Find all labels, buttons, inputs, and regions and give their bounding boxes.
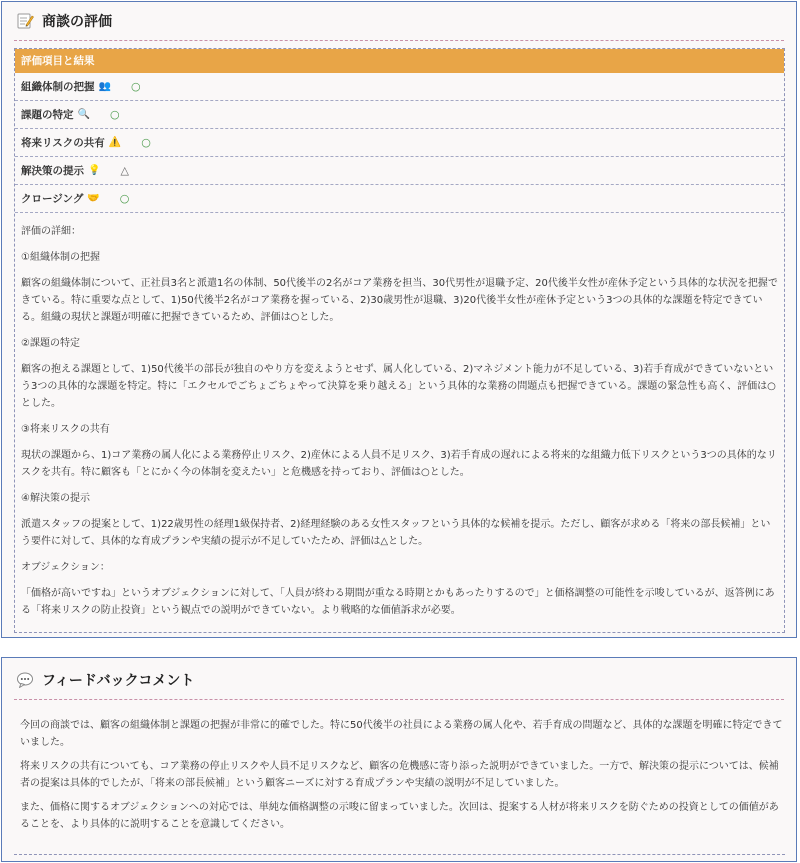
criterion-label: クロージング: [21, 193, 84, 205]
section-body: 顧客の抱える課題として、1)50代後半の部長が独自のやり方を変えようとせず、属人化している、2)マネジメント能力が不足している、3)若手育成ができていないという3つの具体的な課題を特定。特に「エクセルでごちょごちょやって決算を乗り越える」という具体的な業務の問題点も把握できている。課題の緊急性も高く、評価は○とした。: [21, 364, 776, 409]
criterion-result: ○: [119, 192, 130, 205]
evaluation-details: [15, 213, 784, 619]
criterion-row-risk: [15, 129, 784, 157]
feedback-paragraph: 今回の商談では、顧客の組織体制と課題の把握が非常に的確でした。特に50代後半の社員による業務の属人化や、若手育成の問題など、具体的な課題を明確に特定できていました。: [20, 720, 783, 748]
feedback-paragraph: 将来リスクの共有についても、コア業務の停止リスクや人員不足リスクなど、顧客の危機感に寄り添った説明ができていました。一方で、解決策の提示については、候補者の提案は具体的でしたが、「将来の部長候補」という顧客ニーズに対する育成プランや実績の説明が不足していました。: [20, 761, 779, 789]
table-header: 評価項目と結果: [15, 49, 784, 73]
feedback-title: フィードバックコメント: [42, 673, 195, 689]
section-body: 顧客の組織体制について、正社員3名と派遣1名の体制、50代後半の2名がコア業務を担当、30代男性が退職予定、20代後半女性が産休予定という具体的な状況を把握できている。特に重要な点として、1)50代後半2名がコア業務を握っている、2)30歳男性が退職、3)20代後半女性が産休予定という3つの具体的な課題を特定できている。組織の現状と課題が明確に把握できているため、評価は○とした。: [21, 278, 778, 323]
evaluation-title-bar: [14, 2, 784, 41]
evaluation-card: [1, 1, 797, 638]
criterion-row-closing: [15, 185, 784, 213]
section-heading: ③将来リスクの共有: [21, 424, 110, 435]
section-body: 派遣スタッフの提案として、1)22歳男性の経理1級保持者、2)経理経験のある女性スタッフという具体的な候補を提示。ただし、顧客が求める「将来の部長候補」という要件に対して、具体的な育成プランや実績の提示が不足していたため、評価は△とした。: [21, 519, 771, 547]
criterion-result: ○: [109, 108, 120, 121]
section-heading: ①組織体制の把握: [21, 252, 100, 263]
warning-icon: ⚠️: [108, 137, 122, 148]
criterion-row-organization: [15, 73, 784, 101]
lightbulb-icon: 💡: [88, 165, 101, 176]
criterion-row-solution: [15, 157, 784, 185]
speech-bubble-icon: [16, 671, 34, 689]
section-heading: ②課題の特定: [21, 338, 80, 349]
evaluation-title: 商談の評価: [42, 14, 112, 30]
people-icon: 👥: [98, 81, 111, 92]
handshake-icon: 🤝: [87, 193, 100, 204]
criterion-label: 将来リスクの共有: [21, 137, 105, 149]
feedback-body: [14, 705, 785, 855]
criterion-result: ○: [130, 80, 141, 93]
criterion-result: △: [120, 164, 129, 177]
criterion-row-issues: [15, 101, 784, 129]
criterion-label: 解決策の提示: [21, 165, 84, 177]
section-body: 現状の課題から、1)コア業務の属人化による業務停止リスク、2)産休による人員不足リスク、3)若手育成の遅れによる将来的な組織力低下リスクという3つの具体的なリスクを共有。特に顧客も「とにかく今の体制を変えたい」と危機感を持っており、評価は○とした。: [21, 450, 777, 478]
criterion-label: 組織体制の把握: [21, 81, 95, 93]
feedback-paragraph: また、価格に関するオブジェクションへの対応では、単純な価格調整の示唆に留まっていました。次回は、提案する人材が将来リスクを防ぐための投資としての価値があることを、より具体的に説明することを意識してください。: [20, 802, 779, 830]
criterion-result: ○: [141, 136, 151, 149]
criterion-label: 課題の特定: [21, 109, 74, 121]
details-heading: 評価の詳細：: [21, 226, 81, 237]
feedback-title-bar: [14, 661, 784, 700]
magnifier-icon: 🔍: [77, 109, 90, 120]
section-heading: ④解決策の提示: [21, 493, 90, 504]
section-body: 「価格が高いですね」というオブジェクションに対して、「人員が終わる期間が重なる時期とかもあったりするので」と価格調整の可能性を示唆しているが、返答例にある「将来リスクの防止投資」という観点での説明ができていない。より戦略的な価値訴求が必要。: [21, 588, 775, 616]
memo-icon: [16, 12, 34, 30]
feedback-card: [1, 657, 797, 862]
section-heading: オブジェクション：: [21, 562, 110, 573]
evaluation-table: [14, 48, 785, 633]
